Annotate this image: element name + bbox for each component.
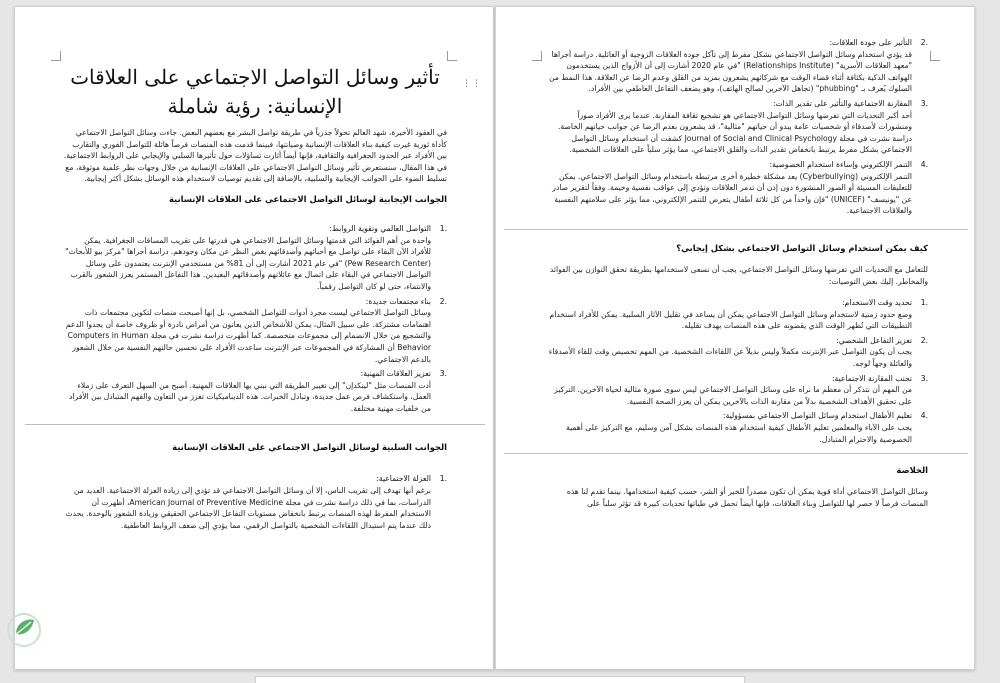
section-divider bbox=[504, 453, 968, 454]
document-page-1 bbox=[14, 6, 494, 670]
list-item-body[interactable]: قد يؤدي استخدام وسائل التواصل الاجتماعي بشكل مفرط إلى تآكل جودة العلاقات الزوجية أو العائلية. دراسة أجراها "معهد العلاقات الأسرية" (Relationships Institute) "في عام 2020 أشارت إلى أن الأزواج الذين يستخدمون الهواتف الذكية بكثافة أثناء قضاء الوقت مع شركائهم يشعرون بمزيد من القلق وعدم الرضا عن العلاقة. هذا النمط من السلوك يُعرف بـ "phubbing" (تجاهل الآخرين لصالح الهاتف)، وهو يضعف التفاعل العاطفي بين الأفراد. bbox=[549, 49, 912, 94]
negative-section-heading[interactable]: الجوانب السلبية لوسائل التواصل الاجتماعي على العلاقات الإنسانية bbox=[172, 442, 447, 453]
list-item-body[interactable]: وضع حدود زمنية لاستخدام وسائل التواصل الاجتماعي يمكن أن يساعد في تقليل الآثار السلبية. يمكن للأفراد استخدام التطبيقات التي تُظهر الوقت الذي يقضونه على هذه المنصات بهدف تقليله. bbox=[549, 309, 912, 331]
list-number: .2 bbox=[439, 296, 447, 306]
list-item-body[interactable]: أدت المنصات مثل "لينكدإن" إلى تغيير الطريقة التي نبني بها العلاقات المهنية. أصبح من السهل التعرف على زملاء العمل، واستكشاف فرص عمل جديدة، وتبادل الخبرات. هذه الديناميكيات تعزز من التعاون والفهم المتبادل بين الأفراد من خلفيات مهنية مختلفة. bbox=[69, 380, 431, 413]
list-item-body[interactable]: يجب على الآباء والمعلمين تعليم الأطفال كيفية استخدام هذه المنصات بشكل آمن وسليم، مع التركيز على أهمية الخصوصية والاحترام المتبادل. bbox=[566, 423, 912, 444]
list-item-body[interactable]: من المهم أن نتذكر أن معظم ما نراه على وسائل التواصل الاجتماعي ليس سوى صورة مثالية لحياة الآخرين. التركيز على تحقيق الأهداف الشخصية بدلاً من مقارنة الذات بالآخرين يمكن أن يعزز الصحة النفسية. bbox=[554, 385, 912, 406]
list-item bbox=[63, 223, 447, 293]
next-page-edge bbox=[255, 676, 745, 683]
leaf-logo-icon bbox=[4, 608, 44, 670]
positive-use-intro[interactable]: للتعامل مع التحديات التي تفرضها وسائل التواصل الاجتماعي، يجب أن نسعى لاستخدامها بطريقة تحقق التوازن بين الفوائد والمخاطر. إليك بعض التوصيات: bbox=[549, 264, 928, 286]
list-number: .2 bbox=[920, 335, 928, 345]
list-number: .2 bbox=[920, 38, 928, 47]
list-number: .3 bbox=[439, 369, 447, 379]
positive-section-heading[interactable]: الجوانب الإيجابية لوسائل التواصل الاجتماعي على العلاقات الإنسانية bbox=[168, 193, 447, 204]
list-item-title[interactable]: التأثير على جودة العلاقات: bbox=[829, 38, 912, 47]
conclusion-heading[interactable]: الخلاصة bbox=[896, 465, 928, 476]
list-number: .4 bbox=[920, 411, 928, 421]
negative-list-continued bbox=[544, 37, 928, 217]
list-item-title[interactable]: تعزيز التفاعل الشخصي: bbox=[836, 335, 912, 345]
list-item-title[interactable]: العزلة الاجتماعية: bbox=[376, 474, 431, 484]
conclusion-paragraph[interactable]: وسائل التواصل الاجتماعي أداة قوية يمكن أن تكون مصدراً للخير أو الشر، حسب كيفية استخدامها. بينما تقدم لنا هذه المنصات فرصاً لا حصر لها للتواصل وبناء العلاقات، فإنها أيضاً تحمل في طياتها تحديات كبيرة قد تؤثر سلباً على bbox=[566, 487, 928, 508]
list-item bbox=[544, 410, 928, 445]
list-item-title[interactable]: التنمر الإلكتروني وإساءة استخدام الخصوصية: bbox=[769, 159, 912, 169]
list-item-title[interactable]: التواصل العالمي وتقوية الروابط: bbox=[329, 223, 431, 233]
list-item-title[interactable]: المقارنة الاجتماعية والتأثير على تقدير الذات: bbox=[772, 98, 912, 108]
positive-use-heading[interactable]: كيف يمكن استخدام وسائل التواصل الاجتماعي بشكل إيجابي؟ bbox=[676, 242, 928, 253]
list-item-body[interactable]: وسائل التواصل الاجتماعي ليست مجرد أدوات للتواصل الشخصي، بل إنها أصبحت منصات لتكوين مجتمعات ذات اهتمامات مشتركة. على سبيل المثال، يمكن للأشخاص الذين يعانون من أمراض نادرة أو ظروف خاصة أن يجدوا الدعم والتشجيع من خلال الانضمام إلى مجموعات متخصصة. كما أظهرت دراسة نشرت في مجلة Computers in Human Behavior أن المشاركة في المجموعات عبر الإنترنت ساعدت الأفراد على تحسين حالتهم النفسية من خلال الشعور بالدعم الاجتماعي. bbox=[65, 308, 431, 364]
drag-handle-icon[interactable]: ⋮⋮ bbox=[462, 79, 482, 89]
list-item bbox=[544, 98, 928, 156]
list-item-title[interactable]: بناء مجتمعات جديدة: bbox=[365, 296, 431, 306]
list-item-title[interactable]: تعليم الأطفال استخدام وسائل التواصل الاجتماعي بمسؤولية: bbox=[723, 411, 912, 421]
negative-list-start bbox=[63, 473, 447, 531]
list-item-body[interactable]: يجب أن يكون التواصل عبر الإنترنت مكملاً وليس بديلاً عن اللقاءات الشخصية. من المهم تخصيص وقت للقاء الأصدقاء والعائلة وجهاً لوجه. bbox=[548, 347, 912, 369]
list-item bbox=[544, 373, 928, 408]
list-number: .1 bbox=[439, 474, 447, 484]
intro-paragraph[interactable]: في العقود الأخيرة، شهد العالم تحولاً جذرياً في طريقة تواصل البشر مع بعضهم البعض. جاءت وسائل التواصل الاجتماعي كأداة ثورية غيرت كيفية بناء العلاقات الإنسانية وصيانتها، فبينما قدمت هذه المنصات فرصاً هائلة للتواصل الفوري والتقارب بين الأفراد عبر الحدود الجغرافية والثقافية، فإنها أيضاً أثارت تساؤلات حول تأثيرها السلبي والإيجابي على الروابط الاجتماعية. في هذا المقال، سنستعرض تأثير وسائل التواصل الاجتماعي على العلاقات الإنسانية من خلال وجهات نظر علمية موثوقة، مع تسليط الضوء على الجوانب الإيجابية والسلبية، بالإضافة إلى تقديم توصيات لاستخدام هذه الوسائل بشكل أكثر إيجابية. bbox=[63, 128, 447, 184]
list-number: .1 bbox=[439, 223, 447, 233]
list-item-body[interactable]: برغم أنها تهدف إلى تقريب الناس، إلا أن وسائل التواصل الاجتماعي قد تؤدي إلى زيادة العزلة الاجتماعية. العديد من الدراسات، بما في ذلك دراسة نشرت في مجلة American Journal of Preventive Medicine، أظهرت أن الاستخدام المفرط لهذه المنصات يرتبط بانخفاض مستويات التفاعل الاجتماعي الحقيقي وزيادة الشعور بالوحدة. يحدث ذلك عندما يتم استبدال اللقاءات الشخصية بالتواصل الرقمي، مما يؤدي إلى ضعف الروابط العاطفية. bbox=[65, 486, 431, 530]
recommendations-list bbox=[544, 297, 928, 445]
crop-mark-top-right bbox=[447, 51, 457, 61]
section-divider bbox=[25, 424, 485, 425]
list-item bbox=[63, 473, 447, 531]
list-item bbox=[544, 159, 928, 217]
section-divider bbox=[504, 229, 968, 230]
list-item bbox=[63, 368, 447, 414]
list-number: .3 bbox=[920, 98, 928, 108]
list-item-body[interactable]: واحدة من أهم الفوائد التي قدمتها وسائل التواصل الاجتماعي هي قدرتها على تقريب المسافات الجغرافية. يمكن للأفراد الآن البقاء على تواصل مع أحبائهم وأصدقائهم بغض النظر عن مكان وجودهم. دراسة أجراها "مركز بيو للأبحاث" (Pew Research Center) "في عام 2021 أشارت إلى أن 81% من مستخدمي الإنترنت يعتمدون على وسائل التواصل الاجتماعي في البقاء على اتصال مع عائلاتهم وأصدقائهم البعيدين. هذا التفاعل المستمر يعزز الشعور بالقرب والانتماء، حتى لو كان التواصل رقمياً. bbox=[65, 235, 431, 291]
list-item-body[interactable]: التنمر الإلكتروني (Cyberbullying) يعد مشكلة خطيرة أخرى مرتبطة باستخدام وسائل التواصل الاجتماعي. يمكن للتعليقات المسيئة أو الصور المنشورة دون إذن أن تدمر العلاقات وتؤدي إلى عواقب نفسية وخيمة. وفقاً لتقرير صادر عن "يونيسف" (UNICEF) "فإن واحداً من كل ثلاثة أطفال يتعرض للتنمر الإلكتروني، مما يؤثر على سلامتهم النفسية والعلاقات الاجتماعية. bbox=[552, 171, 912, 216]
list-item bbox=[544, 297, 928, 332]
positive-list bbox=[63, 223, 447, 415]
page-2-content bbox=[544, 37, 928, 509]
document-page-2 bbox=[495, 6, 975, 670]
list-number: .3 bbox=[920, 373, 928, 383]
list-item bbox=[544, 335, 928, 370]
crop-mark-top-left bbox=[532, 51, 542, 61]
list-item-title[interactable]: تحديد وقت الاستخدام: bbox=[841, 298, 912, 308]
list-number: .1 bbox=[920, 298, 928, 308]
list-item-title[interactable]: تجنب المقارنة الاجتماعية: bbox=[832, 373, 912, 383]
list-item-body[interactable]: أحد أكبر التحديات التي تفرضها وسائل التواصل الاجتماعي هو تشجيع ثقافة المقارنة. عندما يرى الأفراد صوراً ومنشورات لأصدقاء أو شخصيات عامة يبدو أن حياتهم "مثالية"، قد يشعرون بعدم الرضا عن جوانب حياتهم الخاصة. دراسة نشرت في مجلة Journal of Social and Clinical Psychology كشفت أن استخدام وسائل التواصل الاجتماعي بشكل مفرط يرتبط بانخفاض تقدير الذات والقلق الاجتماعي، مما يؤثر سلباً على العلاقات الشخصية. bbox=[558, 110, 912, 155]
document-title[interactable]: تأثير وسائل التواصل الاجتماعي على العلاقات الإنسانية: رؤية شاملة bbox=[70, 65, 440, 118]
list-item bbox=[544, 37, 928, 95]
page-1-content bbox=[63, 63, 447, 534]
crop-mark-top-left bbox=[51, 51, 61, 61]
list-item bbox=[63, 296, 447, 366]
crop-mark-top-right bbox=[930, 51, 940, 61]
list-item-title[interactable]: تعزيز العلاقات المهنية: bbox=[360, 369, 431, 379]
list-number: .4 bbox=[920, 159, 928, 169]
